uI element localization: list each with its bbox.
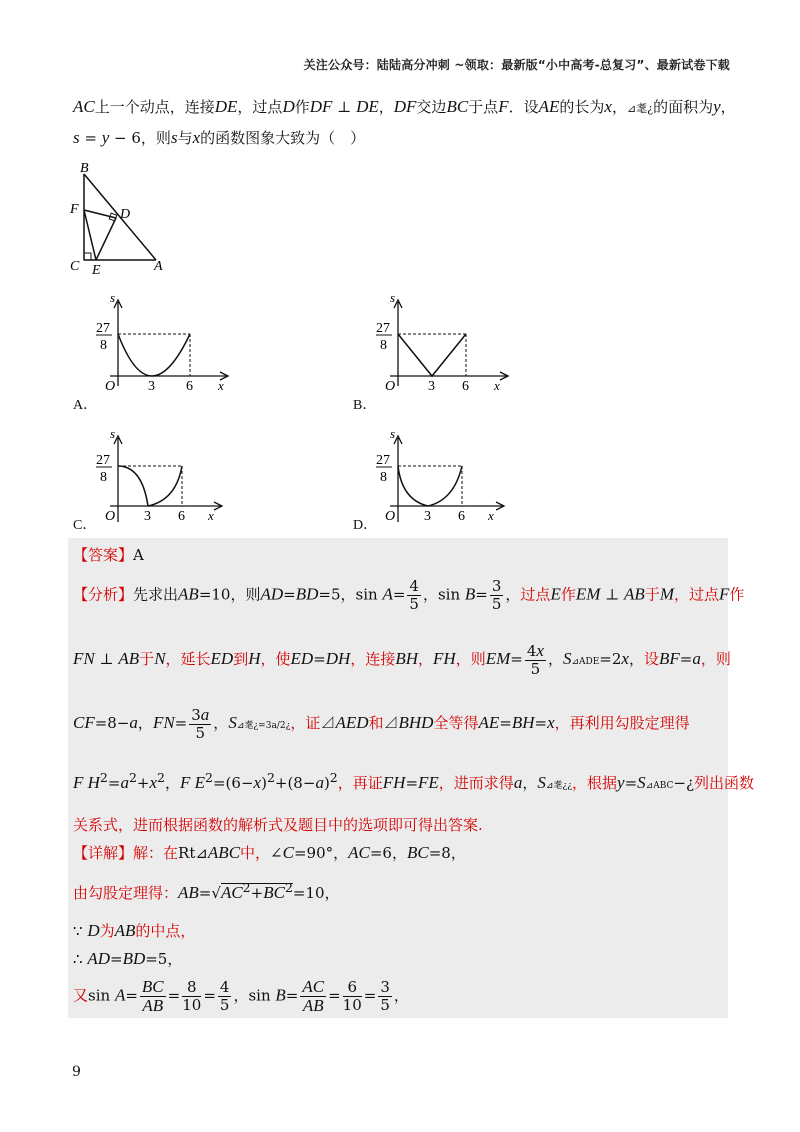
question-line-1: AC上一个动点，连接DE，过点D作DF ⊥ DE，DF交边BC于点F．设AE的长为x，⊿耄¿的面积为y， <box>73 97 736 116</box>
analysis-line-2: FN ⊥ AB于N，延长ED到H，使ED=DH，连接BH，FH，则EM= $\frac{4x}{5}$ ，S⊿ADE=2x，设BF=a，则 <box>73 641 731 678</box>
detail-line-2: 由勾股定理得：$AB=√AC^2+BC^2=10$， <box>73 880 340 902</box>
y-label-den: 8 <box>100 470 107 485</box>
y-label-num: 27 <box>376 321 390 336</box>
axis-x: x <box>218 378 224 393</box>
analysis-line-3: CF=8−a，FN= $\frac{3a}{5}$ ，S⊿耄¿=3a/2¿，证⊿AED和⊿BHD全等得AE=BH=x，再利用勾股定理得 <box>73 705 690 742</box>
y-label-num: 27 <box>376 453 390 468</box>
graph-option-c <box>90 430 240 530</box>
option-a-label[interactable]: A． <box>73 398 98 413</box>
page-number: 9 <box>72 1064 81 1080</box>
detail-line-1: 【详解】解：在Rt⊿ABC中，∠C=90°，AC=6，BC=8， <box>73 843 466 862</box>
axis-x: x <box>488 508 494 523</box>
option-c-label[interactable]: C． <box>73 518 97 533</box>
y-label-den: 8 <box>380 338 387 353</box>
detail-line-3: ∵ D为AB的中点， <box>73 921 196 940</box>
analysis-line-4: F $H^2=a^2+x^2$，F $E^2=(6-x)^2+(8-a)^2$，再证FH=FE，进而求得a，S⊿耄¿¿，根据y=S⊿ABC−¿列出函数 <box>73 770 755 792</box>
label-E: E <box>92 263 101 278</box>
origin: O <box>105 379 116 394</box>
label-B: B <box>80 161 89 176</box>
y-label-num: 27 <box>96 321 110 336</box>
y-label-den: 8 <box>380 470 387 485</box>
option-b-label[interactable]: B． <box>353 398 377 413</box>
graph-option-a <box>90 294 240 394</box>
origin: O <box>105 509 116 524</box>
tick-6: 6 <box>458 509 465 524</box>
detail-line-4: ∴ AD=BD=5， <box>73 949 183 968</box>
axis-s: s <box>110 294 116 305</box>
label-C: C <box>70 259 80 274</box>
tick-6: 6 <box>462 379 469 394</box>
y-label-num: 27 <box>96 453 110 468</box>
axis-s: s <box>390 294 396 305</box>
detail-tag: 【详解】 <box>73 844 134 862</box>
answer-tag: 【答案】 <box>73 546 134 564</box>
tick-3: 3 <box>148 379 155 394</box>
graph-option-b <box>370 294 520 394</box>
triangle-figure <box>66 158 176 278</box>
option-d-label[interactable]: D． <box>353 518 378 533</box>
y-label-den: 8 <box>100 338 107 353</box>
tick-3: 3 <box>144 509 151 524</box>
axis-x: x <box>494 378 500 393</box>
analysis-tag: 【分析】 <box>73 585 134 604</box>
graph-option-d <box>370 430 520 530</box>
page-header: 关注公众号：陆陆高分冲刺 ~领取：最新版“小中高考-总复习”、最新试卷下载 <box>303 58 730 72</box>
label-F: F <box>70 202 79 217</box>
tick-6: 6 <box>186 379 193 394</box>
question-line-2: s = y − 6，则s与x的函数图象大致为（ ） <box>73 128 366 147</box>
detail-line-5: 又sin A= $\frac{BC}{AB}$ = $\frac{8}{10}$ = $\frac{4}{5}$ ，sin B= $\frac{AC}{AB}$ = $\frac{6}{10}$ = $\frac{3}{5}$ ， <box>73 977 409 1015</box>
tick-3: 3 <box>424 509 431 524</box>
origin: O <box>385 379 396 394</box>
analysis-line-5: 关系式，进而根据函数的解析式及题目中的选项即可得出答案. <box>73 816 483 834</box>
axis-s: s <box>390 430 396 441</box>
label-D: D <box>120 207 131 222</box>
axis-s: s <box>110 430 116 441</box>
answer-line <box>73 544 144 565</box>
tick-6: 6 <box>178 509 185 524</box>
analysis-line-1: 【分析】先求出AB=10，则AD=BD=5，sin A= $\frac{4}{5}$ ，sin B= $\frac{3}{5}$ ，过点E作EM ⊥ AB于M，过点F作 <box>73 577 745 613</box>
axis-x: x <box>208 508 214 523</box>
tick-3: 3 <box>428 379 435 394</box>
origin: O <box>385 509 396 524</box>
label-A: A <box>154 259 163 274</box>
answer-value: A <box>133 546 144 564</box>
